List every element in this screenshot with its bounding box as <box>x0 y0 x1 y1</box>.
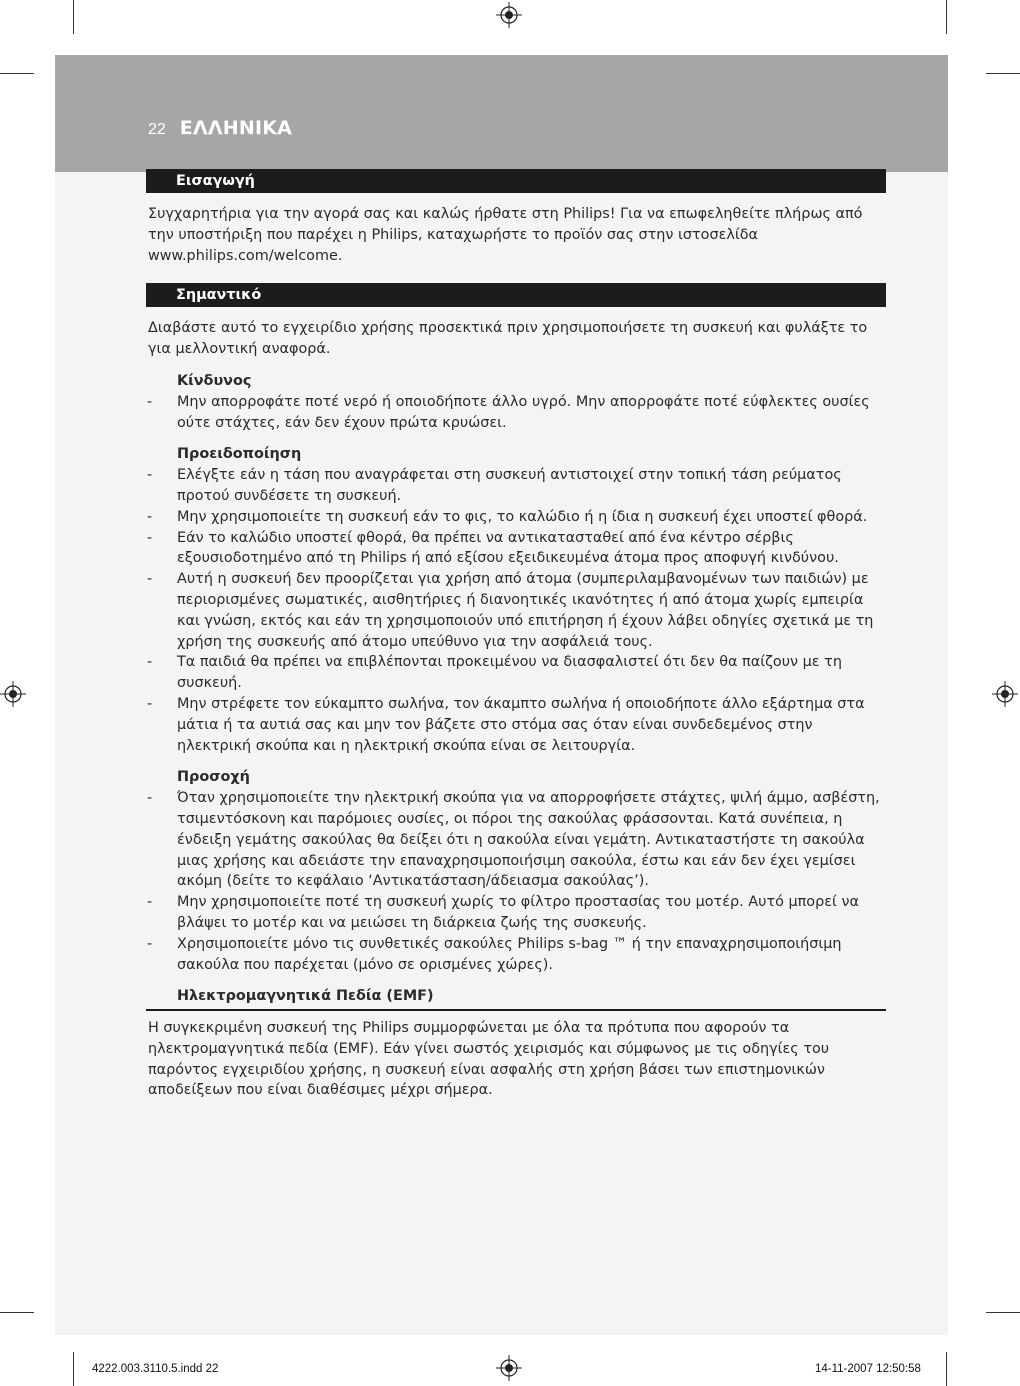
page-content <box>146 169 886 1101</box>
warning-list <box>146 465 886 756</box>
crop-mark <box>986 1312 1020 1313</box>
caution-list <box>146 788 886 975</box>
header-band <box>55 55 948 172</box>
crop-mark <box>73 1352 74 1386</box>
section-title-important: Σημαντικό <box>146 283 886 307</box>
registration-mark-icon <box>992 681 1018 707</box>
section-title-intro: Εισαγωγή <box>146 169 886 193</box>
list-item: - Ελέγξτε εάν η τάση που αναγράφεται στη συσκευή αντιστοιχεί στην τοπική τάση ρεύματος προτού συνδέσετε τη συσκευή. <box>147 467 842 504</box>
list-item: - Εάν το καλώδιο υποστεί φθορά, θα πρέπει να αντικατασταθεί από ένα κέντρο σέρβις εξουσιοδοτημένο από τη Philips ή από εξίσου εξειδικευμένα άτομα προς αποφυγή κινδύνου. <box>147 529 839 567</box>
list-item: - Χρησιμοποιείτε μόνο τις συνθετικές σακούλες Philips s-bag ™ ή την επαναχρησιμοποιήσιμη σακούλα που παρέχεται (μόνο σε ορισμένες χώρες). <box>147 935 842 973</box>
list-item: - Μην χρησιμοποιείτε ποτέ τη συσκευή χωρίς το φίλτρο προστασίας του μοτέρ. Αυτό μπορεί να βλάψει το μοτέρ και να μειώσει τη διάρκεια ζωής της συσκευής. <box>147 894 859 931</box>
caution-heading: Προσοχή <box>177 769 250 786</box>
crop-mark <box>0 1312 34 1313</box>
crop-mark <box>946 1352 947 1386</box>
list-item: - Μην στρέφετε τον εύκαμπτο σωλήνα, τον άκαμπτο σωλήνα ή οποιοδήποτε άλλο εξάρτημα στα μάτια ή τα αυτιά σας και μην τον βάζετε στο στόμα σας όταν είναι συνδεδεμένος στην ηλεκτρική σκούπα και η ηλεκτρική σκούπα είναι σε λειτουργία. <box>147 695 865 754</box>
danger-list <box>146 392 886 434</box>
footer-file-name: 4222.003.3110.5.indd 22 <box>92 1363 219 1375</box>
crop-mark <box>946 0 947 34</box>
crop-mark <box>0 73 34 74</box>
footer-timestamp: 14-11-2007 12:50:58 <box>815 1363 921 1375</box>
crop-mark <box>73 0 74 34</box>
page-header <box>148 117 292 139</box>
warning-heading: Προειδοποίηση <box>177 446 302 463</box>
registration-mark-icon <box>496 2 522 28</box>
list-item: - Αυτή η συσκευή δεν προορίζεται για χρήση από άτομα (συμπεριλαμβανομένων των παιδιών) με περιορισμένες σωματικές, αισθητήριες ή διανοητικές ικανότητες ή από άτομα χωρίς εμπειρία και γνώση, εκτός και εάν τη χρησιμοποιούν υπό επιτήρηση ή έχουν λάβει οδηγίες σχετικά με τη χρήση της συσκευής από άτομο υπεύθυνο για την ασφάλειά τους. <box>147 571 874 650</box>
list-item: - Τα παιδιά θα πρέπει να επιβλέπονται προκειμένου να διασφαλιστεί ότι δεν θα παίζουν με τη συσκευή. <box>147 654 842 692</box>
registration-mark-icon <box>0 681 26 707</box>
emf-paragraph: Η συγκεκριμένη συσκευή της Philips συμμορφώνεται με όλα τα πρότυπα που αφορούν τα ηλεκτρομαγνητικά πεδία (EMF). Εάν γίνει σωστός χειρισμός και σύμφωνος με τις οδηγίες του παρόντος εγχειριδίου χρήσης, η συσκευή είναι ασφαλής στη χρήση βάσει των επιστημονικών αποδείξεων που είναι διαθέσιμες μέχρι σήμερα. <box>148 1020 830 1099</box>
important-paragraph: Διαβάστε αυτό το εγχειρίδιο χρήσης προσεκτικά πριν χρησιμοποιήσετε τη συσκευή και φυλάξτε το για μελλοντική αναφορά. <box>148 320 868 358</box>
emf-heading: Ηλεκτρομαγνητικά Πεδία (EMF) <box>146 986 886 1011</box>
registration-mark-icon <box>496 1355 522 1381</box>
intro-paragraph: Συγχαρητήρια για την αγορά σας και καλώς ήρθατε στη Philips! Για να επωφεληθείτε πλήρως από την υποστήριξη που παρέχει η Philips, καταχωρήστε το προϊόν σας στην ιστοσελίδα www.philips.com/welcome. <box>148 206 863 264</box>
crop-mark <box>986 73 1020 74</box>
list-item: - Όταν χρησιμοποιείτε την ηλεκτρική σκούπα για να απορροφήσετε στάχτες, ψιλή άμμο, ασβέστη, τσιμεντόσκονη και παρόμοιες ουσίες, οι πόροι της σακούλας φράσσονται. Κατά συνέπεια, η ένδειξη γεμάτης σακούλας θα δείξει ότι η σακούλα είναι γεμάτη. Αντικαταστήστε τη σακούλα μιας χρήσης και αδειάστε την επαναχρησιμοποιήσιμη σακούλα, έστω και εάν δεν έχει γεμίσει ακόμη (δείτε το κεφάλαιο ‘Αντικατάσταση/άδειασμα σακούλας’). <box>147 790 880 890</box>
list-item: - Μην απορροφάτε ποτέ νερό ή οποιοδήποτε άλλο υγρό. Μην απορροφάτε ποτέ εύφλεκτες ουσίες ούτε στάχτες, εάν δεν έχουν πρώτα κρυώσει. <box>147 393 870 431</box>
list-item: - Μην χρησιμοποιείτε τη συσκευή εάν το φις, το καλώδιο ή η ίδια η συσκευή έχει υποστεί φθορά. <box>147 508 868 525</box>
danger-heading: Κίνδυνος <box>177 372 252 389</box>
page-number: 22 <box>148 121 166 138</box>
language-title: ΕΛΛΗΝΙΚΑ <box>179 117 293 139</box>
